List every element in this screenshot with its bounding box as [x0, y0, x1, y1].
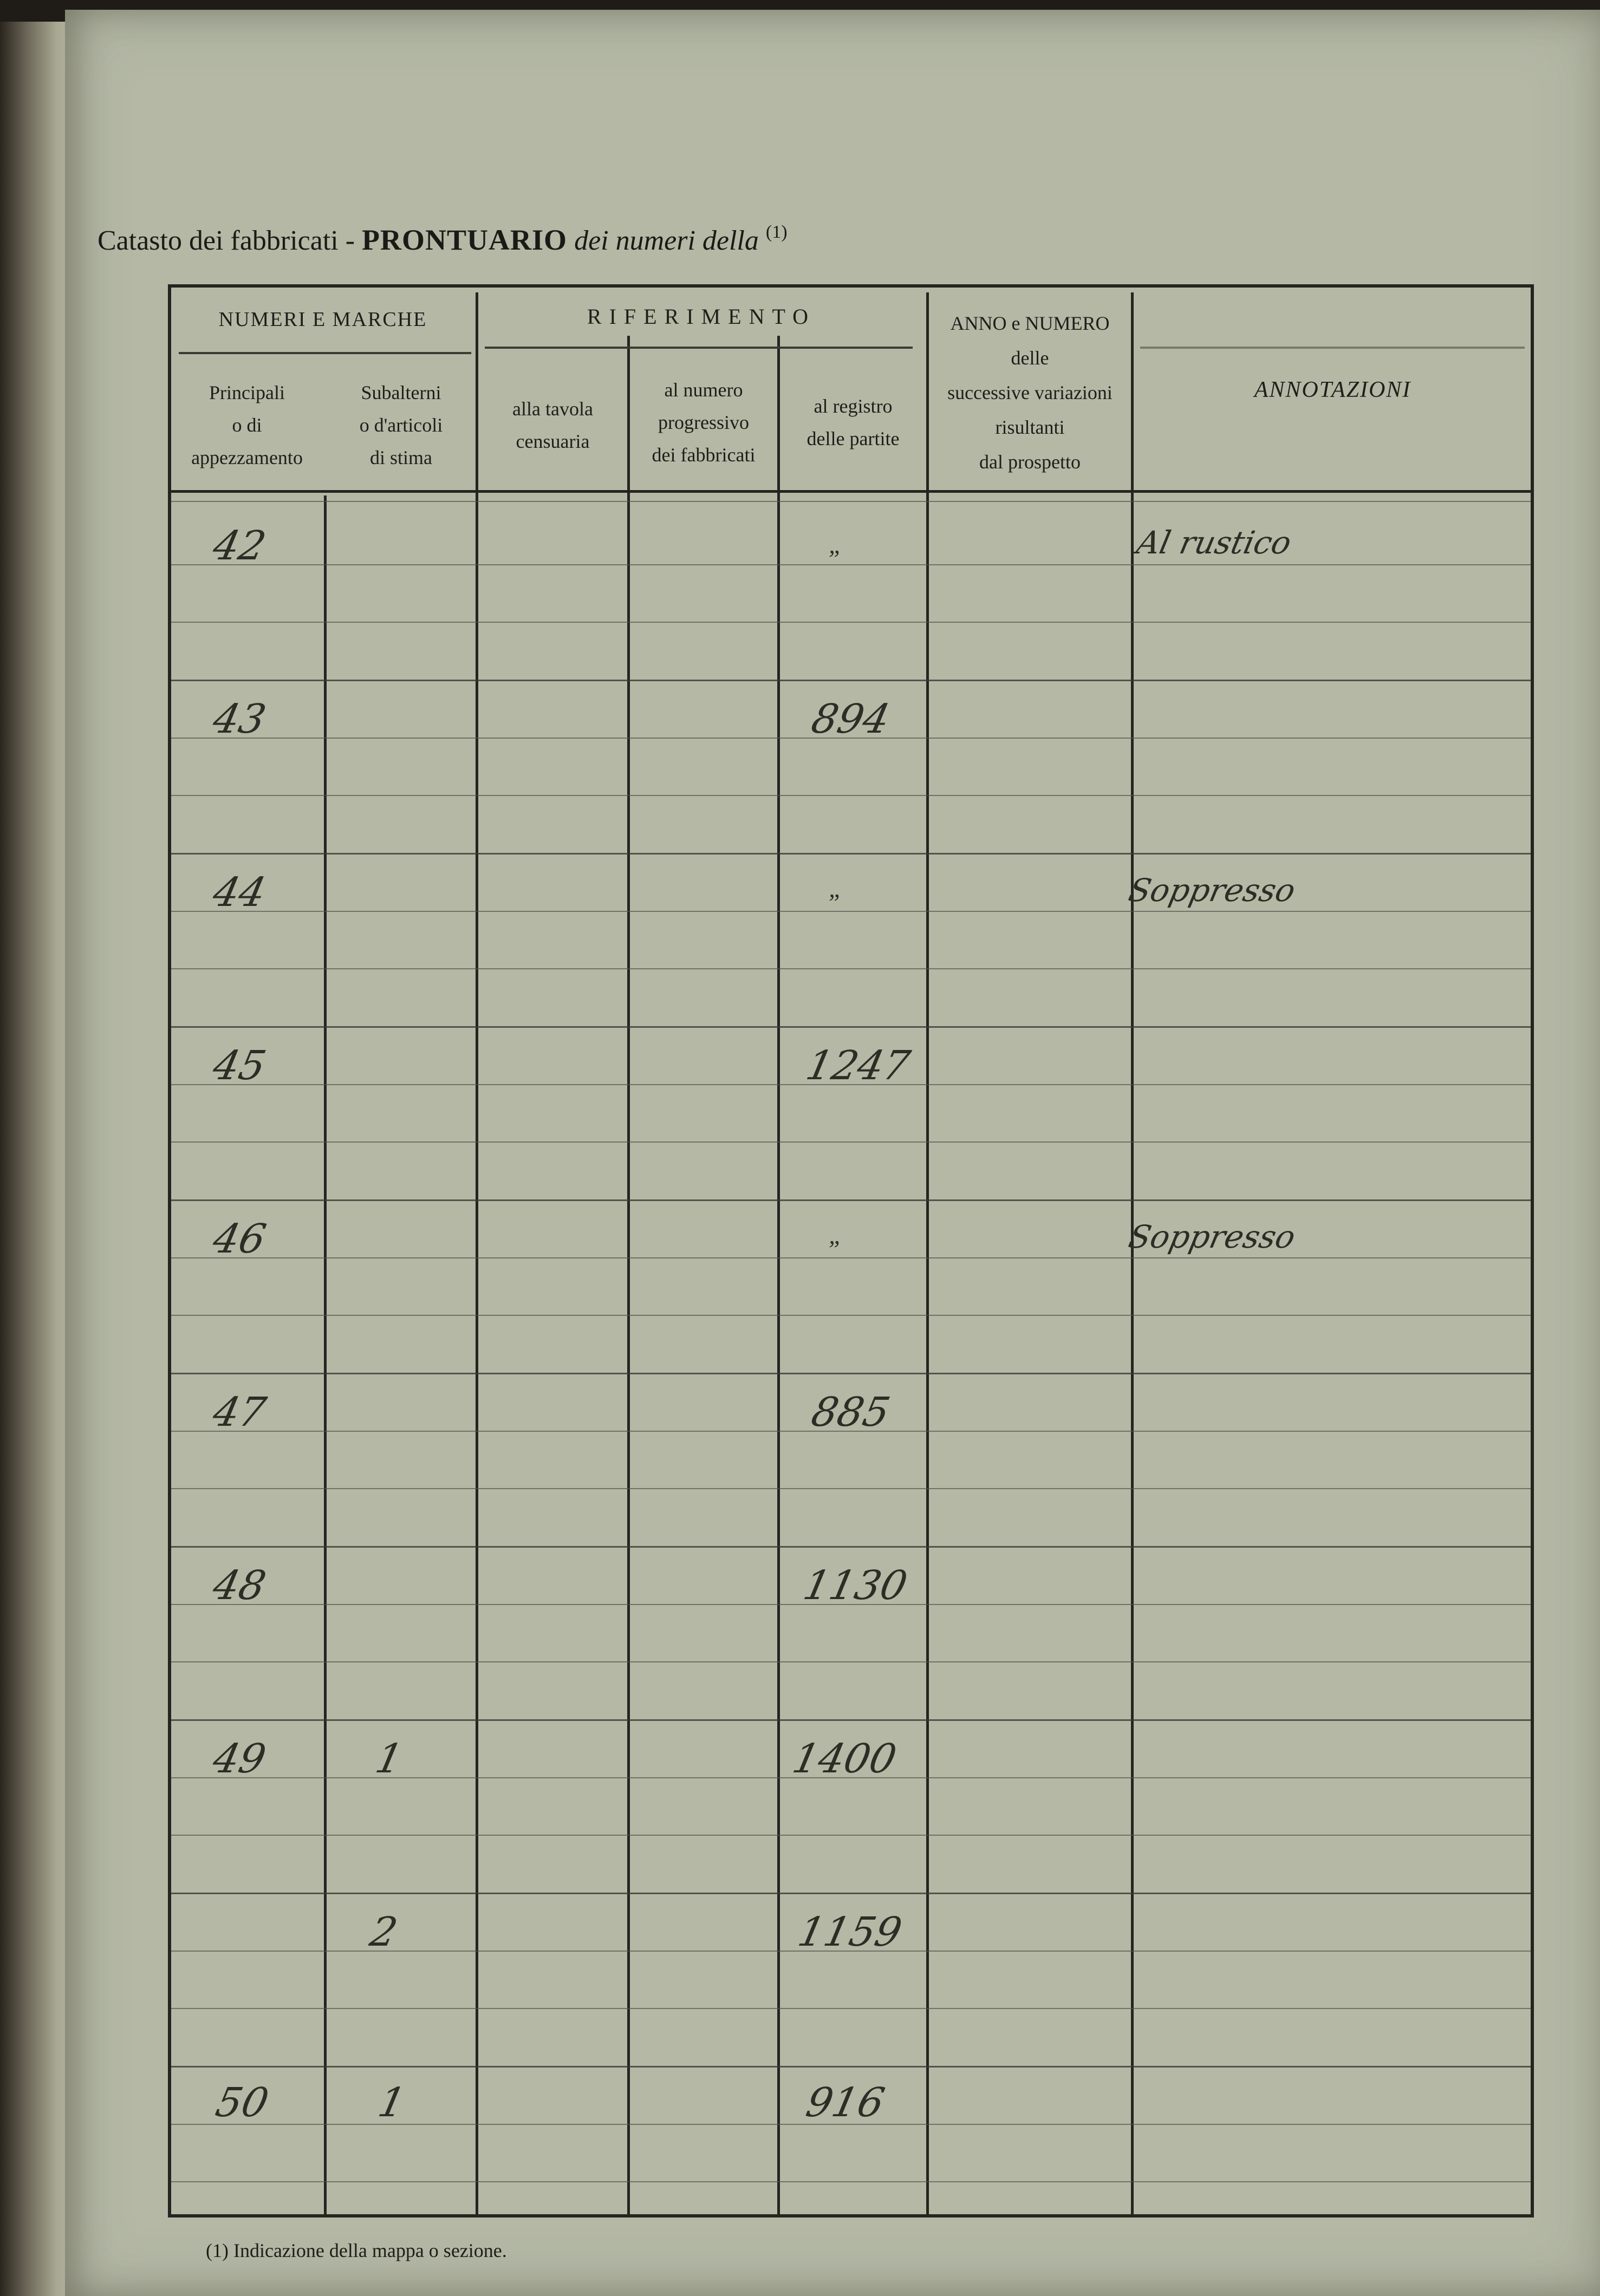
divider-tavola — [627, 336, 630, 2217]
col-registro-line1: al registro — [814, 395, 893, 417]
col-progressivo — [630, 374, 777, 471]
col-subalterni — [327, 376, 476, 474]
row-5-registro: ” — [826, 1235, 840, 1263]
ruled-line — [171, 1142, 1531, 1143]
ruled-line — [171, 911, 1531, 912]
divider-registro — [926, 292, 929, 2217]
col-principali-line3: appezzamento — [191, 447, 303, 468]
swash-riferimento — [485, 347, 913, 349]
row-2-principale: 43 — [209, 696, 270, 742]
ruled-line — [171, 1315, 1531, 1316]
row-3-annotazione: Soppresso — [1125, 872, 1299, 909]
row-8-subalterno: 1 — [371, 1736, 407, 1782]
swash-annotazioni — [1140, 347, 1525, 349]
col-tavola-line1: alla tavola — [512, 398, 593, 420]
row-4-registro: 1247 — [802, 1042, 914, 1089]
col-tavola — [478, 393, 627, 458]
ruled-line — [171, 1488, 1531, 1489]
row-6-principale: 47 — [209, 1389, 270, 1436]
ruled-line — [171, 2008, 1531, 2009]
ruled-line — [171, 1661, 1531, 1662]
row-7-principale: 48 — [209, 1562, 270, 1609]
ruled-line — [171, 680, 1531, 681]
col-annotazioni: ANNOTAZIONI — [1254, 377, 1412, 402]
row-8-principale: 49 — [209, 1736, 270, 1782]
col-principali-line2: o di — [232, 414, 262, 436]
header-prefix: Catasto dei fabbricati - — [97, 225, 355, 256]
row-1-principale: 42 — [209, 523, 270, 569]
ruled-line — [171, 853, 1531, 855]
header-bottom-rule-thin — [171, 501, 1531, 502]
ruled-line — [171, 1835, 1531, 1836]
footnote: (1) Indicazione della mappa o sezione. — [206, 2240, 507, 2261]
ruled-line — [171, 1893, 1531, 1894]
row-1-registro: ” — [826, 545, 840, 572]
col-subalterni-line1: Subalterni — [361, 382, 441, 403]
row-2-registro: 894 — [807, 696, 894, 742]
row-3-principale: 44 — [209, 869, 270, 916]
ruled-line — [171, 2066, 1531, 2067]
swash-numeri — [179, 352, 471, 354]
col-variazioni-line4: risultanti — [995, 416, 1065, 438]
row-6-registro: 885 — [807, 1389, 894, 1436]
ruled-line — [171, 1546, 1531, 1548]
ruled-line — [171, 1719, 1531, 1721]
col-variazioni-line1: ANNO e NUMERO — [950, 312, 1110, 334]
group-numeri-e-marche: NUMERI E MARCHE — [218, 308, 427, 331]
divider-subalterni — [476, 292, 478, 2217]
col-variazioni — [929, 306, 1131, 479]
col-registro — [780, 390, 926, 455]
page-header — [97, 222, 788, 257]
col-variazioni-line3: successive variazioni — [947, 382, 1113, 403]
row-5-principale: 46 — [209, 1216, 270, 1262]
ruled-line — [171, 564, 1531, 565]
ruled-line — [171, 795, 1531, 796]
divider-progressivo — [777, 336, 780, 2217]
row-3-registro: ” — [826, 889, 840, 916]
group-riferimento: RIFERIMENTO — [587, 304, 816, 329]
header-title: PRONTUARIO — [362, 224, 568, 256]
row-4-principale: 45 — [209, 1042, 270, 1089]
col-subalterni-line3: di stima — [370, 447, 432, 468]
row-10-subalterno: 1 — [374, 2079, 410, 2126]
header-note-ref: (1) — [765, 222, 788, 242]
col-principali — [171, 376, 323, 474]
col-registro-line2: delle partite — [806, 428, 900, 449]
col-progressivo-line2: progressivo — [658, 412, 749, 433]
ruled-line — [171, 1257, 1531, 1258]
ruled-line — [171, 622, 1531, 623]
row-10-principale: 50 — [211, 2079, 273, 2126]
col-subalterni-line2: o d'articoli — [359, 414, 443, 436]
col-progressivo-line1: al numero — [664, 379, 743, 401]
row-8-registro: 1400 — [788, 1736, 901, 1782]
row-9-subalterno: 2 — [366, 1909, 402, 1955]
ruled-line — [171, 2181, 1531, 2182]
ruled-line — [171, 968, 1531, 969]
col-progressivo-line3: dei fabbricati — [652, 444, 756, 466]
row-10-registro: 916 — [802, 2079, 889, 2126]
row-7-registro: 1130 — [799, 1562, 912, 1609]
ruled-line — [171, 1026, 1531, 1028]
ruled-line — [171, 1373, 1531, 1374]
row-1-annotazione: Al rustico — [1133, 524, 1295, 561]
row-9-registro: 1159 — [794, 1909, 906, 1955]
col-variazioni-line2: delle — [1011, 347, 1049, 369]
header-bottom-rule — [171, 490, 1531, 493]
divider-principali — [324, 495, 327, 2217]
col-tavola-line2: censuaria — [516, 430, 590, 452]
row-5-annotazione: Soppresso — [1125, 1218, 1299, 1255]
header-suffix: dei numeri della — [574, 225, 759, 256]
ruled-line — [171, 1199, 1531, 1201]
col-variazioni-line5: dal prospetto — [979, 451, 1081, 473]
col-principali-line1: Principali — [209, 382, 285, 403]
